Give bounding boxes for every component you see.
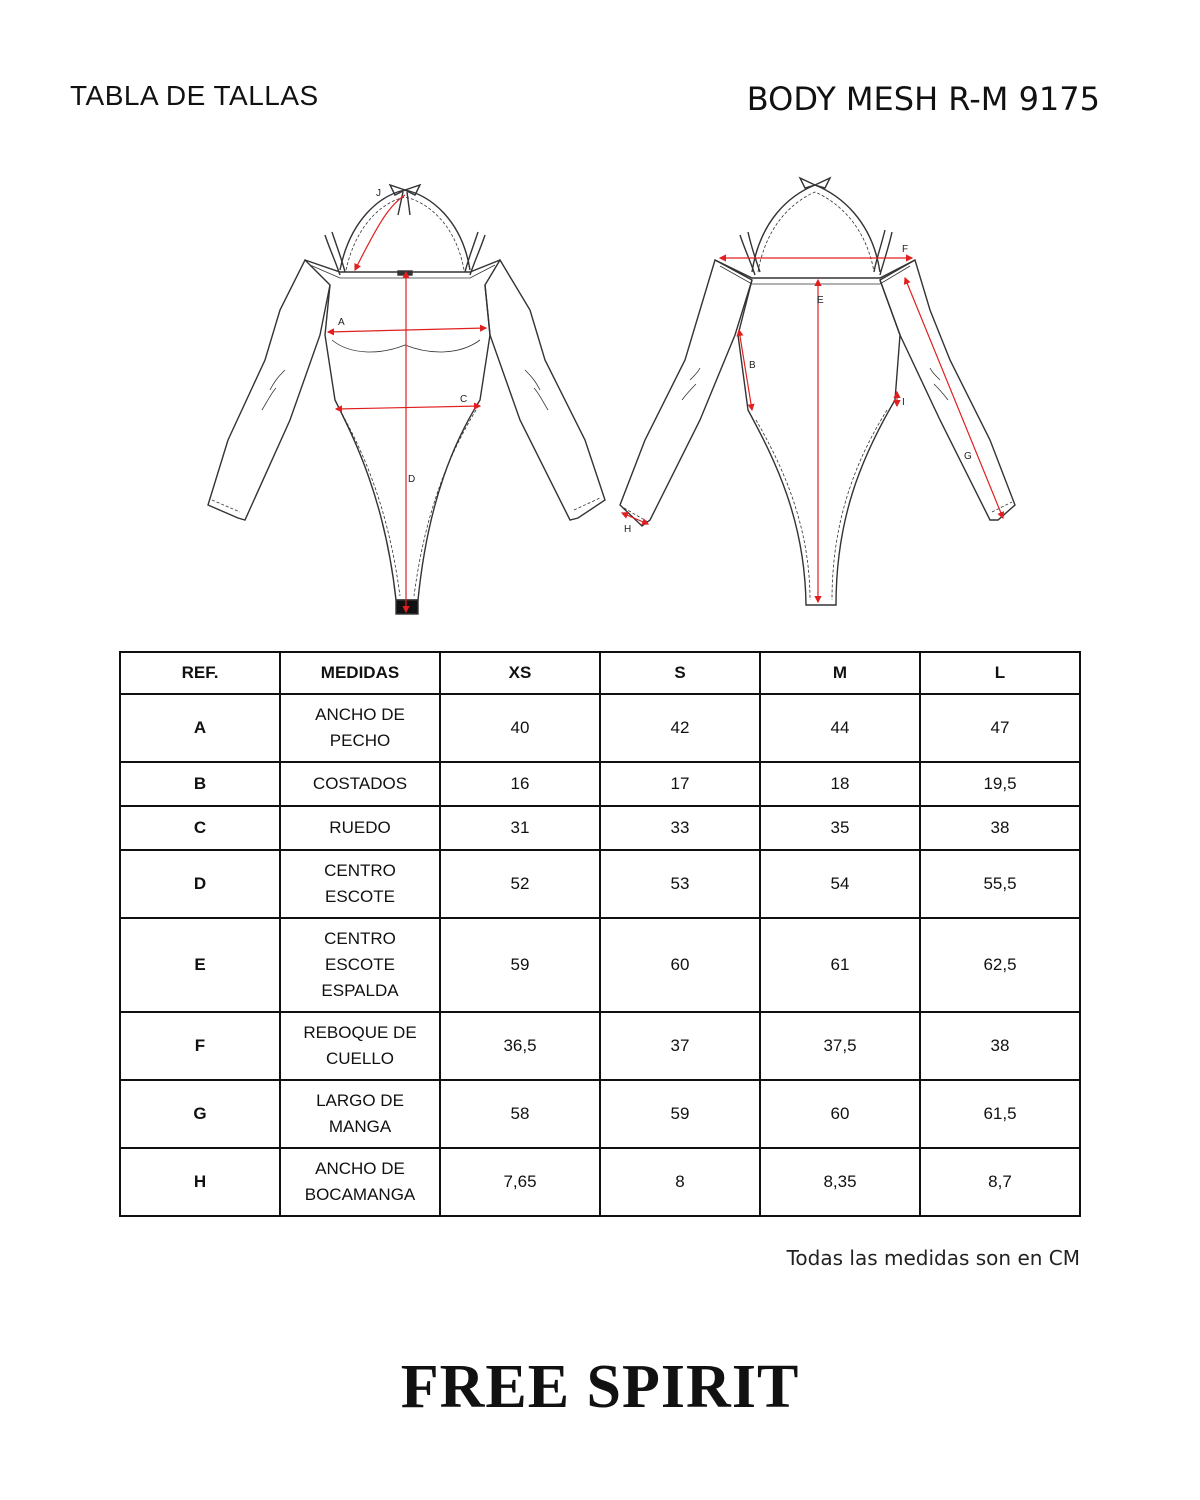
row-l: 38 <box>920 806 1080 850</box>
row-xs: 31 <box>440 806 600 850</box>
size-table <box>119 651 1081 1217</box>
table-row <box>120 762 1080 806</box>
row-ref: E <box>120 918 280 1012</box>
brand-logo: FREE SPIRIT <box>400 1353 800 1421</box>
row-xs: 7,65 <box>440 1148 600 1216</box>
label-i: I <box>902 397 905 408</box>
row-m: 60 <box>760 1080 920 1148</box>
row-medida: ANCHO DE PECHO <box>280 694 440 762</box>
row-s: 33 <box>600 806 760 850</box>
row-xs: 16 <box>440 762 600 806</box>
row-l: 61,5 <box>920 1080 1080 1148</box>
row-ref: F <box>120 1012 280 1080</box>
row-l: 47 <box>920 694 1080 762</box>
label-h: H <box>624 524 632 535</box>
row-l: 38 <box>920 1012 1080 1080</box>
row-s: 59 <box>600 1080 760 1148</box>
row-ref: H <box>120 1148 280 1216</box>
header-ref: REF. <box>120 652 280 694</box>
row-s: 53 <box>600 850 760 918</box>
garment-diagram <box>0 160 1200 630</box>
row-medida: CENTRO ESCOTE ESPALDA <box>280 918 440 1012</box>
header-l: L <box>920 652 1080 694</box>
table-row <box>120 1148 1080 1216</box>
table-row <box>120 694 1080 762</box>
row-xs: 40 <box>440 694 600 762</box>
label-c: C <box>460 394 468 405</box>
row-ref: G <box>120 1080 280 1148</box>
header-xs: XS <box>440 652 600 694</box>
row-ref: D <box>120 850 280 918</box>
row-m: 35 <box>760 806 920 850</box>
row-l: 19,5 <box>920 762 1080 806</box>
label-f: F <box>902 244 909 255</box>
units-note: Todas las medidas son en CM <box>786 1246 1080 1270</box>
row-ref: A <box>120 694 280 762</box>
label-b: B <box>749 360 756 371</box>
row-s: 17 <box>600 762 760 806</box>
row-s: 8 <box>600 1148 760 1216</box>
label-g: G <box>964 451 972 462</box>
row-medida: ANCHO DE BOCAMANGA <box>280 1148 440 1216</box>
row-m: 18 <box>760 762 920 806</box>
row-medida: RUEDO <box>280 806 440 850</box>
label-d: D <box>408 474 416 485</box>
header-medidas: MEDIDAS <box>280 652 440 694</box>
row-medida: CENTRO ESCOTE <box>280 850 440 918</box>
table-row <box>120 1080 1080 1148</box>
row-l: 8,7 <box>920 1148 1080 1216</box>
row-s: 60 <box>600 918 760 1012</box>
row-m: 61 <box>760 918 920 1012</box>
table-row <box>120 806 1080 850</box>
table-row <box>120 918 1080 1012</box>
product-name: BODY MESH R-M 9175 <box>746 80 1100 118</box>
table-header-row <box>120 652 1080 694</box>
row-m: 54 <box>760 850 920 918</box>
row-m: 8,35 <box>760 1148 920 1216</box>
row-medida: COSTADOS <box>280 762 440 806</box>
header-s: S <box>600 652 760 694</box>
table-row <box>120 850 1080 918</box>
row-xs: 58 <box>440 1080 600 1148</box>
row-medida: LARGO DE MANGA <box>280 1080 440 1148</box>
size-chart-title: TABLA DE TALLAS <box>70 80 319 111</box>
row-ref: B <box>120 762 280 806</box>
row-m: 44 <box>760 694 920 762</box>
row-m: 37,5 <box>760 1012 920 1080</box>
row-l: 55,5 <box>920 850 1080 918</box>
back-measure-lines <box>622 258 1003 602</box>
row-ref: C <box>120 806 280 850</box>
label-e: E <box>817 295 824 306</box>
row-s: 42 <box>600 694 760 762</box>
header-m: M <box>760 652 920 694</box>
row-s: 37 <box>600 1012 760 1080</box>
table-row <box>120 1012 1080 1080</box>
row-xs: 59 <box>440 918 600 1012</box>
label-j: J <box>376 188 381 199</box>
row-xs: 52 <box>440 850 600 918</box>
label-a: A <box>338 317 345 328</box>
row-xs: 36,5 <box>440 1012 600 1080</box>
row-l: 62,5 <box>920 918 1080 1012</box>
row-medida: REBOQUE DE CUELLO <box>280 1012 440 1080</box>
